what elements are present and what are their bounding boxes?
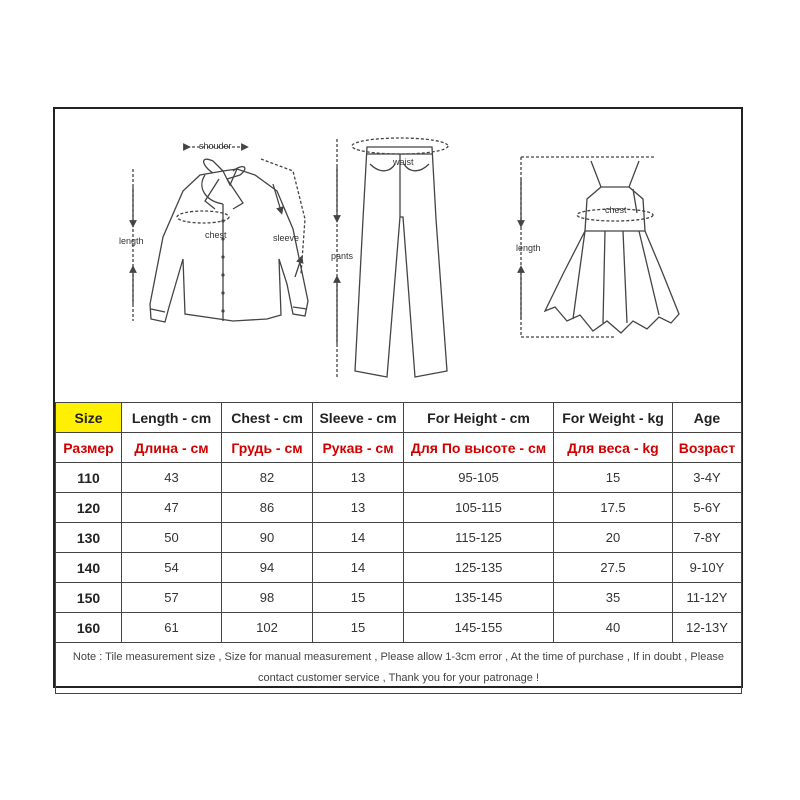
header-row-en: [56, 403, 742, 433]
cell-age: 7-8Y: [673, 523, 742, 553]
header-length: Length - cm: [122, 403, 222, 433]
table-row: [56, 553, 742, 583]
cell-length: 43: [122, 463, 222, 493]
header-age: Age: [673, 403, 742, 433]
size-table: [55, 402, 742, 694]
cell-height: 145-155: [404, 613, 554, 643]
header-size-ru: Размер: [56, 433, 122, 463]
cell-weight: 35: [554, 583, 673, 613]
label-blouse-chest: chest: [205, 230, 227, 240]
table-row: [56, 523, 742, 553]
cell-length: 50: [122, 523, 222, 553]
cell-chest: 82: [222, 463, 313, 493]
cell-sleeve: 14: [313, 523, 404, 553]
label-waist: waist: [393, 157, 414, 167]
cell-sleeve: 15: [313, 613, 404, 643]
cell-height: 115-125: [404, 523, 554, 553]
cell-age: 9-10Y: [673, 553, 742, 583]
measurement-illustrations: [55, 109, 741, 402]
note-text: Note : Tile measurement size , Size for manual measurement , Please allow 1-3cm error , At the time of purchase , If in doubt , Please contact customer service , Thank you for your patronage !: [56, 643, 742, 694]
size-chart-frame: [53, 107, 743, 688]
cell-height: 125-135: [404, 553, 554, 583]
cell-age: 3-4Y: [673, 463, 742, 493]
cell-age: 11-12Y: [673, 583, 742, 613]
cell-weight: 20: [554, 523, 673, 553]
cell-length: 57: [122, 583, 222, 613]
table-row: [56, 463, 742, 493]
header-sleeve: Sleeve - cm: [313, 403, 404, 433]
cell-sleeve: 14: [313, 553, 404, 583]
note-row: [56, 643, 742, 694]
header-age-ru: Возраст: [673, 433, 742, 463]
header-weight-ru: Для веса - kg: [554, 433, 673, 463]
cell-size: 140: [56, 553, 122, 583]
pants-drawing: [355, 147, 447, 377]
label-dress-chest: chest: [605, 205, 627, 215]
cell-height: 105-115: [404, 493, 554, 523]
cell-chest: 98: [222, 583, 313, 613]
label-sleeve: sleeve: [273, 233, 300, 243]
header-row-ru: [56, 433, 742, 463]
table-row: [56, 583, 742, 613]
label-dress-length: length: [516, 243, 541, 253]
cell-chest: 94: [222, 553, 313, 583]
cell-weight: 27.5: [554, 553, 673, 583]
cell-height: 135-145: [404, 583, 554, 613]
cell-size: 110: [56, 463, 122, 493]
label-pants: pants: [331, 251, 354, 261]
cell-age: 12-13Y: [673, 613, 742, 643]
cell-weight: 40: [554, 613, 673, 643]
label-shoulder: shouder: [199, 141, 232, 151]
header-sleeve-ru: Рукав - см: [313, 433, 404, 463]
cell-length: 61: [122, 613, 222, 643]
header-height: For Height - cm: [404, 403, 554, 433]
header-height-ru: Для По высоте - см: [404, 433, 554, 463]
cell-size: 150: [56, 583, 122, 613]
cell-sleeve: 15: [313, 583, 404, 613]
header-chest: Chest - cm: [222, 403, 313, 433]
table-row: [56, 613, 742, 643]
header-length-ru: Длина - см: [122, 433, 222, 463]
header-size: Size: [56, 403, 122, 433]
cell-height: 95-105: [404, 463, 554, 493]
cell-chest: 90: [222, 523, 313, 553]
cell-size: 160: [56, 613, 122, 643]
label-blouse-length: length: [119, 236, 144, 246]
cell-weight: 17.5: [554, 493, 673, 523]
cell-sleeve: 13: [313, 463, 404, 493]
cell-length: 47: [122, 493, 222, 523]
cell-age: 5-6Y: [673, 493, 742, 523]
header-weight: For Weight - kg: [554, 403, 673, 433]
cell-chest: 102: [222, 613, 313, 643]
garment-drawings: [55, 109, 741, 402]
header-chest-ru: Грудь - см: [222, 433, 313, 463]
cell-size: 120: [56, 493, 122, 523]
cell-weight: 15: [554, 463, 673, 493]
cell-length: 54: [122, 553, 222, 583]
table-row: [56, 493, 742, 523]
cell-size: 130: [56, 523, 122, 553]
dress-drawing: [545, 161, 679, 333]
cell-chest: 86: [222, 493, 313, 523]
cell-sleeve: 13: [313, 493, 404, 523]
